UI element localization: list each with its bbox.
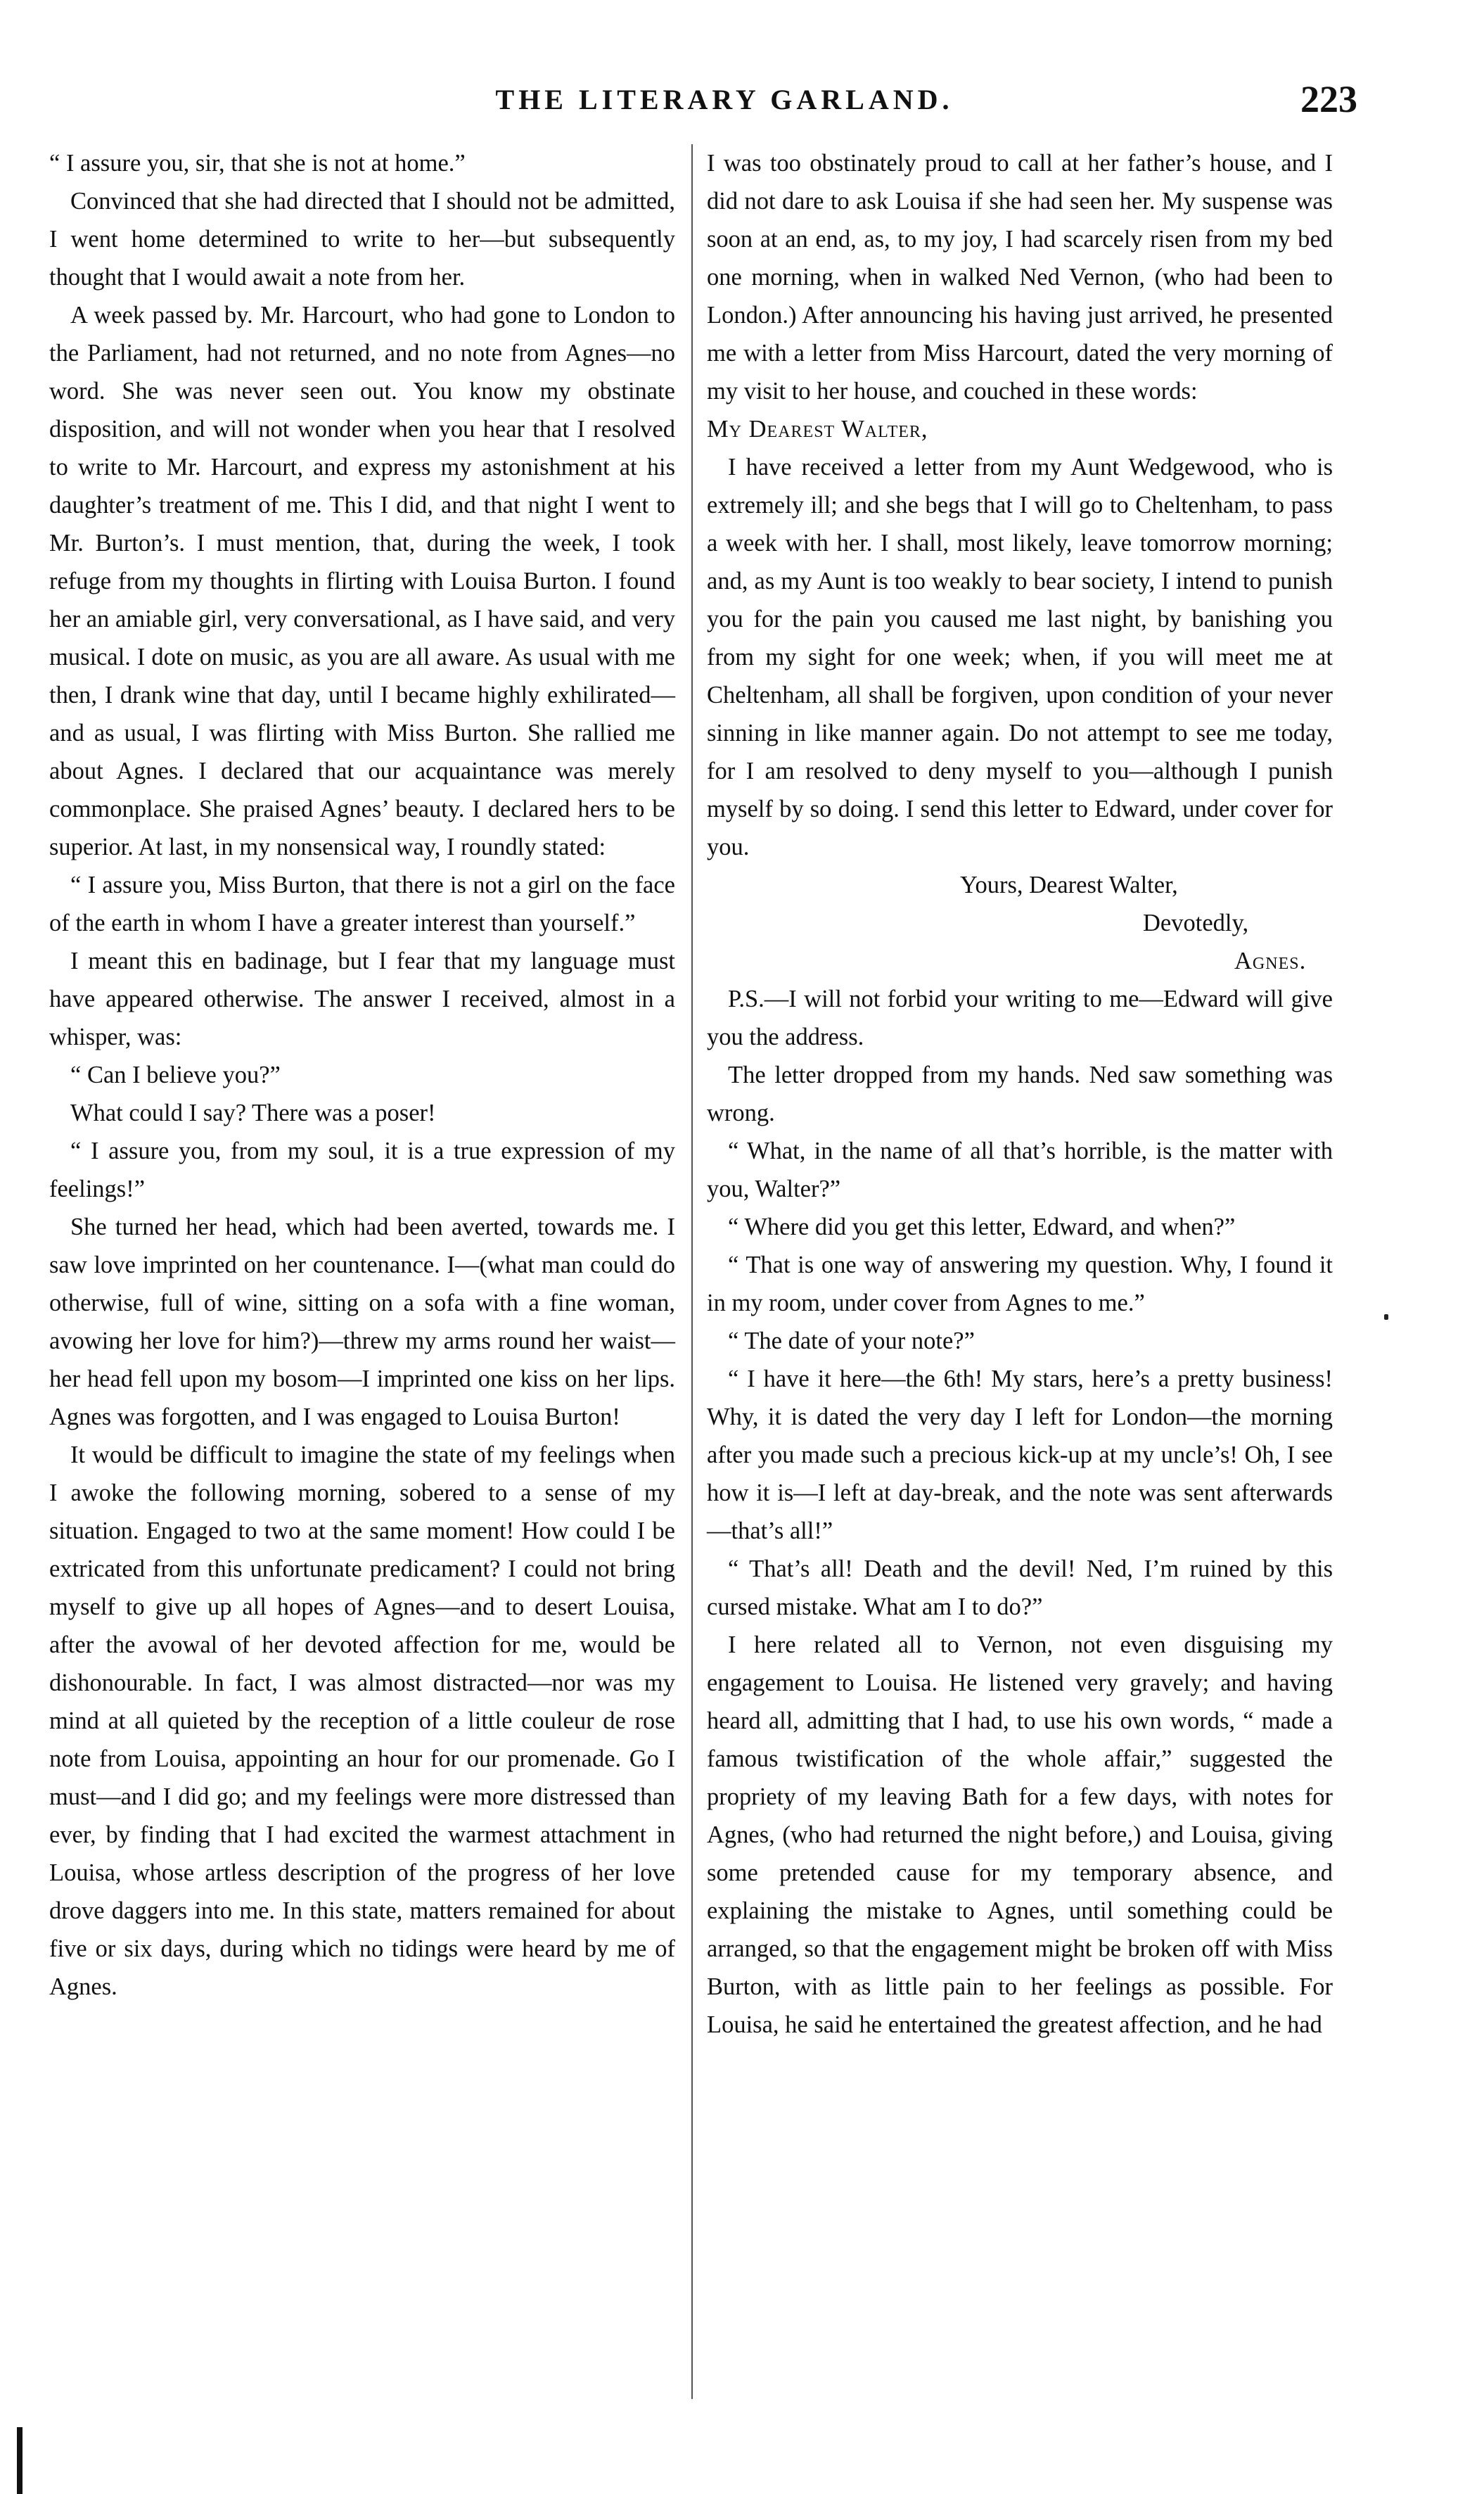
paragraph: I here related all to Vernon, not even disguising my engagement to Louisa. He listened very gravely; and having heard all, admitting that I had, to use his own words, “ made a famous twistification of the whole affair,” suggested the propriety of my leaving Bath for a few days, with notes for Agnes, (who had returned the night before,) and Louisa, giving some pretended cause for my temporary absence, and explaining the mistake to Agnes, until something could be arranged, so that the engagement might be broken off with Miss Burton, with as little pain to her feelings as possible. For Louisa, he said he entertained the greatest affection, and he had xyxy=(707,1631,1333,2038)
paragraph: “ I have it here—the 6th! My stars, here’s a pretty business! Why, it is dated the very day I left for London—the morning after you made such a precious kick-up at my uncle’s! Oh, I see how it is—I left at day-break, and the note was sent afterwards—that’s all!” xyxy=(707,1366,1333,1544)
paragraph: “ Can I believe you?” xyxy=(70,1062,281,1088)
binding-edge-mark xyxy=(17,2427,23,2494)
paragraph: “ I assure you, Miss Burton, that there is not a girl on the face of the earth in whom I have a greater interest than yourself.” xyxy=(49,872,675,936)
page-number: 223 xyxy=(1300,78,1357,120)
paragraph: P.S.—I will not forbid your writing to me—Edward will give you the address. xyxy=(707,986,1333,1050)
right-column xyxy=(707,144,1333,2044)
paragraph: She turned her head, which had been averted, towards me. I saw love imprinted on her countenance. I—(what man could do otherwise, full of wine, sitting on a sofa with a fine woman, avowing her love for him?)—threw my arms round her waist—her head fell upon my bosom—I imprinted one kiss on her lips. Agnes was forgotten, and I was engaged to Louisa Burton! xyxy=(49,1214,675,1430)
letter-signature: Agnes. xyxy=(1234,948,1307,974)
paragraph: “ That’s all! Death and the devil! Ned, I’m ruined by this cursed mistake. What am I to do?” xyxy=(707,1555,1333,1620)
running-title: THE LITERARY GARLAND. xyxy=(495,84,954,115)
left-column xyxy=(49,144,675,2006)
paragraph: The letter dropped from my hands. Ned saw something was wrong. xyxy=(707,1062,1333,1126)
paragraph: “ What, in the name of all that’s horrible, is the matter with you, Walter?” xyxy=(707,1138,1333,1202)
paragraph: It would be difficult to imagine the state of my feelings when I awoke the following morning, sobered to a sense of my situation. Engaged to two at the same moment! How could I be extricated from this unfortunate predicament? I could not bring myself to give up all hopes of Agnes—and to desert Louisa, after the avowal of her devoted affection for me, would be dishonourable. In fact, I was almost distracted—nor was my mind at all quieted by the reception of a little couleur de rose note from Louisa, appointing an hour for our promenade. Go I must—and I did go; and my feelings were more distressed than ever, by finding that I had excited the warmest attachment in Louisa, whose artless description of the progress of her love drove daggers into me. In this state, matters remained for about five or six days, during which no tidings were heard by me of Agnes. xyxy=(49,1442,675,2000)
paragraph: “ That is one way of answering my question. Why, I found it in my room, under cover from Agnes to me.” xyxy=(707,1252,1333,1316)
paragraph: “ I assure you, from my soul, it is a true expression of my feelings!” xyxy=(49,1138,675,1202)
paragraph: What could I say? There was a poser! xyxy=(70,1100,436,1126)
letter-closing: Devotedly, xyxy=(1143,910,1249,936)
paragraph: “ Where did you get this letter, Edward, and when?” xyxy=(728,1214,1236,1240)
letter-body: I have received a letter from my Aunt Wedgewood, who is extremely ill; and she begs that I will go to Cheltenham, to pass a week with her. I shall, most likely, leave tomorrow morning; and, as my Aunt is too weakly to bear society, I intend to punish you for the pain you caused me last night, by banishing you from my sight for one week; when, if you will meet me at Cheltenham, all shall be forgiven, upon condition of your never sinning in like manner again. Do not attempt to see me today, for I am resolved to deny myself to you—although I punish myself by so doing. I send this letter to Edward, under cover for you. xyxy=(707,454,1333,860)
paragraph: “ I assure you, sir, that she is not at home.” xyxy=(49,150,466,177)
page-header xyxy=(70,77,1379,134)
paragraph: A week passed by. Mr. Harcourt, who had gone to London to the Parliament, had not returned, and no note from Agnes—no word. She was never seen out. You know my obstinate disposition, and will not wonder when you hear that I resolved to write to Mr. Harcourt, and express my astonishment at his daughter’s treatment of me. This I did, and that night I went to Mr. Burton’s. I must mention, that, during the week, I took refuge from my thoughts in flirting with Louisa Burton. I found her an amiable girl, very conversational, as I have said, and very musical. I dote on music, as you are all aware. As usual with me then, I drank wine that day, until I became highly exhilirated—and as usual, I was flirting with Miss Burton. She rallied me about Agnes. I declared that our acquaintance was merely commonplace. She praised Agnes’ beauty. I declared hers to be superior. At last, in my nonsensical way, I roundly stated: xyxy=(49,302,675,860)
column-divider xyxy=(691,144,693,2399)
paragraph: I was too obstinately proud to call at her father’s house, and I did not dare to ask Louisa if she had seen her. My suspense was soon at an end, as, to my joy, I had scarcely risen from my bed one morning, when in walked Ned Vernon, (who had been to London.) After announcing his having just arrived, he presented me with a letter from Miss Harcourt, dated the very morning of my visit to her house, and couched in these words: xyxy=(707,150,1333,405)
letter-salutation: My Dearest Walter, xyxy=(707,416,928,443)
paragraph: I meant this en badinage, but I fear that my language must have appeared otherwise. The answer I received, almost in a whisper, was: xyxy=(49,948,675,1050)
letter-closing: Yours, Dearest Walter, xyxy=(960,872,1178,898)
paragraph: “ The date of your note?” xyxy=(728,1328,975,1354)
ink-speck xyxy=(1384,1314,1388,1320)
paragraph: Convinced that she had directed that I should not be admitted, I went home determined to write to her—but subsequently thought that I would await a note from her. xyxy=(49,188,675,291)
